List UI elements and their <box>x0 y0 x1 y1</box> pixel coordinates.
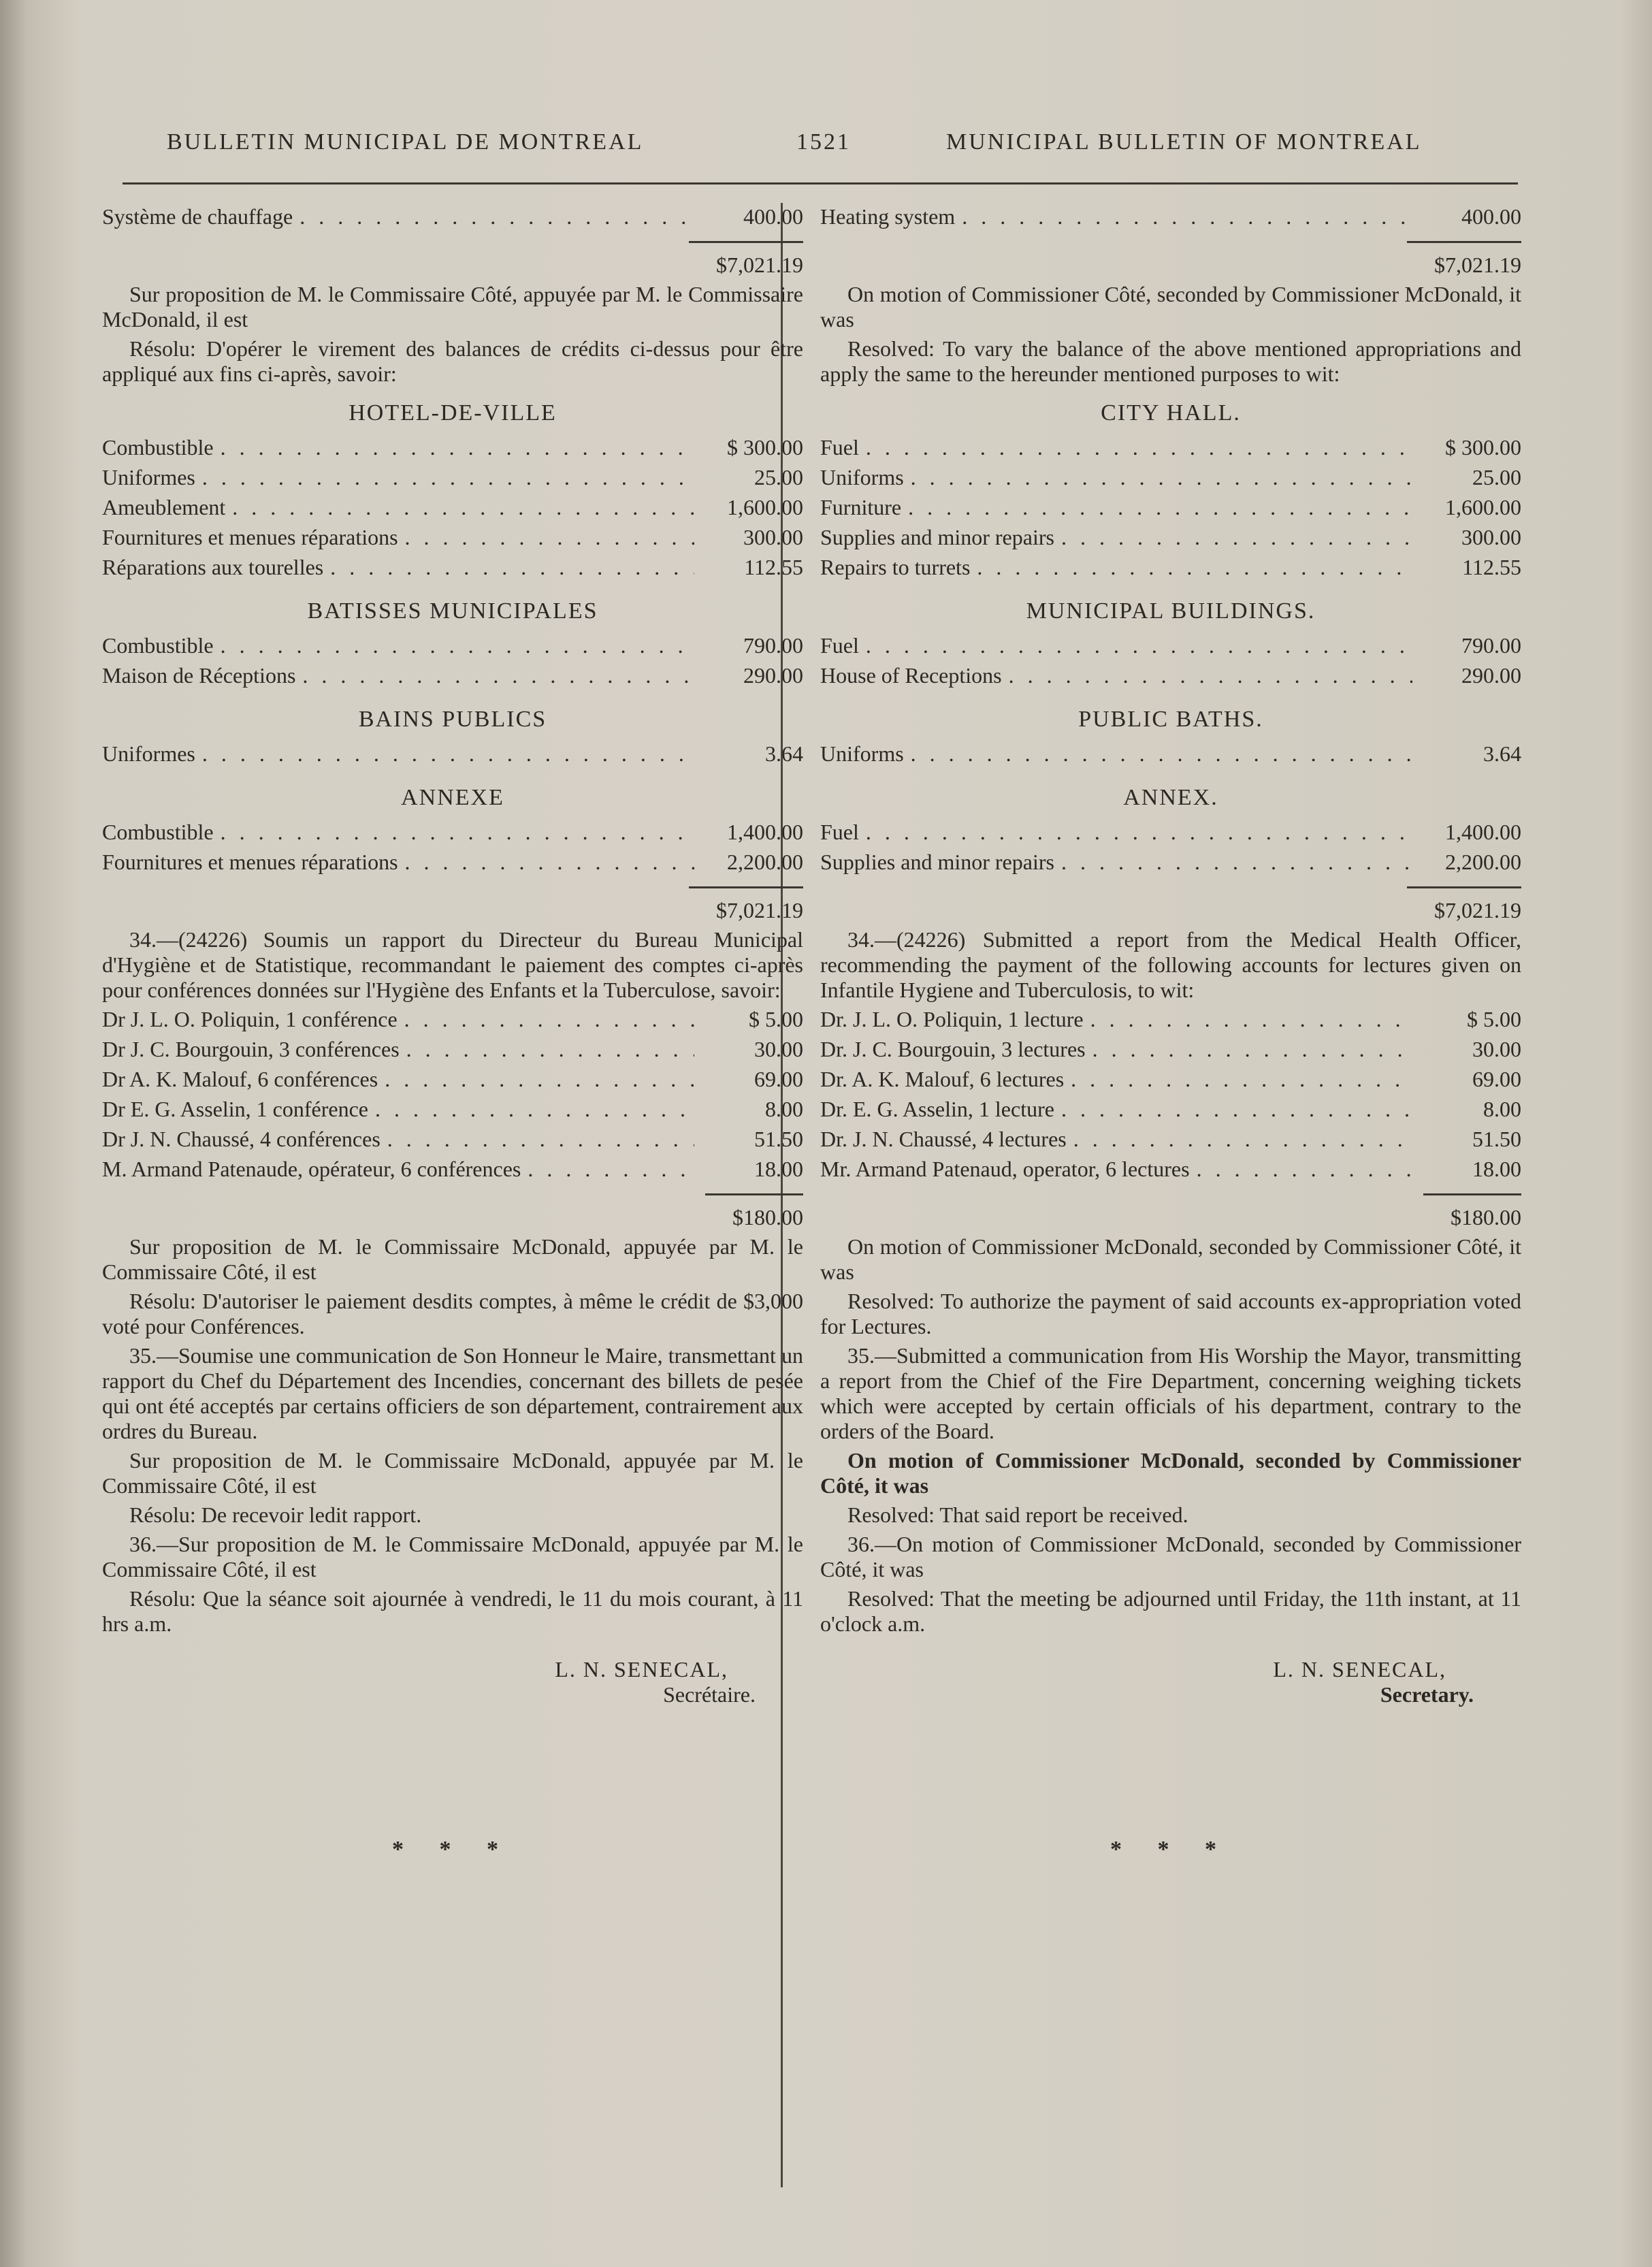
line-item <box>820 1127 1521 1157</box>
leader-dots <box>330 555 694 580</box>
leader-dots <box>1061 1097 1412 1122</box>
line-item-amount: 400.00 <box>1461 204 1521 229</box>
line-item-amount: $ 300.00 <box>727 435 803 460</box>
line-item <box>820 1067 1521 1097</box>
line-item <box>820 204 1521 234</box>
french-column <box>102 204 803 1862</box>
line-item-label: Uniforms <box>820 741 904 766</box>
line-item-amount: 2,200.00 <box>727 850 803 874</box>
item-36-paragraph: 36.—Sur proposition de M. le Commissaire McDonald, appuyée par M. le Commissaire Côté, il est <box>102 1532 803 1581</box>
line-item <box>102 1097 803 1127</box>
section-separator-stars: * * * <box>1110 1837 1231 1862</box>
line-item-amount: 2,200.00 <box>1445 850 1521 874</box>
line-item-label: Dr J. L. O. Poliquin, 1 conférence <box>102 1007 398 1031</box>
signature-name: L. N. SENECAL, <box>555 1657 728 1682</box>
line-item-label: Furniture <box>820 495 902 519</box>
line-item-label: Dr E. G. Asselin, 1 conférence <box>102 1097 368 1121</box>
line-item-label: Dr. J. L. O. Poliquin, 1 lecture <box>820 1007 1084 1031</box>
line-item-label: Supplies and minor repairs <box>820 525 1054 549</box>
total-amount: $180.00 <box>1423 1193 1521 1234</box>
line-item-amount: 8.00 <box>765 1097 803 1121</box>
leader-dots <box>528 1157 694 1182</box>
line-item-amount: 18.00 <box>1472 1157 1521 1181</box>
line-item-amount: 1,400.00 <box>1445 820 1521 844</box>
line-item-label: Fuel <box>820 633 859 658</box>
line-item <box>102 204 803 234</box>
line-item-amount: 30.00 <box>754 1037 803 1061</box>
line-item <box>102 1127 803 1157</box>
line-item <box>102 1037 803 1067</box>
leader-dots <box>866 820 1412 845</box>
section-separator-stars: * * * <box>392 1837 513 1862</box>
line-item <box>102 741 803 771</box>
line-item-label: Supplies and minor repairs <box>820 850 1054 874</box>
line-item-label: Fournitures et menues réparations <box>102 850 398 874</box>
leader-dots <box>221 435 694 460</box>
leader-dots <box>1197 1157 1412 1182</box>
line-item <box>820 495 1521 525</box>
section-heading: ANNEXE <box>401 785 504 810</box>
line-item-amount: 51.50 <box>1472 1127 1521 1151</box>
line-item-label: Fuel <box>820 820 859 844</box>
line-item <box>102 820 803 850</box>
leader-dots <box>911 465 1412 490</box>
line-item-label: Ameublement <box>102 495 226 519</box>
leader-dots <box>404 1007 694 1032</box>
leader-dots <box>405 525 694 550</box>
line-item-label: Uniformes <box>102 465 195 489</box>
line-item-amount: 3.64 <box>1483 741 1521 766</box>
line-item-label: Combustible <box>102 633 214 658</box>
resolution-paragraph: Résolu: Que la séance soit ajournée à vendredi, le 11 du mois courant, à 11 hrs a.m. <box>102 1586 803 1636</box>
leader-dots <box>908 495 1412 520</box>
leader-dots <box>221 820 694 845</box>
line-item-label: Dr. J. N. Chaussé, 4 lectures <box>820 1127 1067 1151</box>
item-36-paragraph: 36.—On motion of Commissioner McDonald, seconded by Commissioner Côté, it was <box>820 1532 1521 1581</box>
line-item <box>102 1007 803 1037</box>
line-item-amount: 8.00 <box>1483 1097 1521 1121</box>
line-item <box>820 525 1521 555</box>
leader-dots <box>1092 1037 1412 1062</box>
line-item-amount: 790.00 <box>1461 633 1521 658</box>
line-item-amount: 112.55 <box>744 555 803 579</box>
header-left: BULLETIN MUNICIPAL DE MONTREAL <box>167 129 644 155</box>
resolution-paragraph: Résolu: D'opérer le virement des balances de crédits ci-dessus pour être appliqué aux fins ci-après, savoir: <box>102 336 803 386</box>
line-item <box>820 633 1521 663</box>
resolution-paragraph: Résolu: De recevoir ledit rapport. <box>129 1502 422 1527</box>
line-item-label: Fuel <box>820 435 859 460</box>
line-item-amount: 1,600.00 <box>727 495 803 519</box>
english-column <box>820 204 1521 1862</box>
line-item-amount: 30.00 <box>1472 1037 1521 1061</box>
line-item <box>102 465 803 495</box>
line-item-label: Repairs to turrets <box>820 555 971 579</box>
resolution-paragraph: Resolved: To vary the balance of the above mentioned appropriations and apply the same to the hereunder mentioned purposes to wit: <box>820 336 1521 386</box>
leader-dots <box>1073 1127 1412 1152</box>
line-item-label: Combustible <box>102 820 214 844</box>
line-item-amount: $ 5.00 <box>1467 1007 1521 1031</box>
line-item-label: Uniformes <box>102 741 195 766</box>
line-item <box>102 555 803 585</box>
line-item-label: Mr. Armand Patenaud, operator, 6 lectures <box>820 1157 1190 1181</box>
leader-dots <box>406 1037 694 1062</box>
line-item <box>102 633 803 663</box>
resolution-paragraph: Resolved: That said report be received. <box>847 1502 1188 1527</box>
line-item <box>102 1157 803 1187</box>
leader-dots <box>232 495 694 520</box>
line-item <box>820 465 1521 495</box>
line-item-amount: 290.00 <box>743 663 803 688</box>
leader-dots <box>1061 850 1412 875</box>
leader-dots <box>385 1067 694 1092</box>
item-34-paragraph: 34.—(24226) Soumis un rapport du Directeur du Bureau Municipal d'Hygiène et de Statistique, recommandant le paiement des comptes ci-après pour conférences données sur l'Hygiène des Enfants et la Tuberculose, savoir: <box>102 927 803 1002</box>
signature-title: Secrétaire. <box>663 1682 756 1707</box>
item-34-paragraph: 34.—(24226) Submitted a report from the Medical Health Officer, recommending the payment of the following accounts for lectures given on Infantile Hygiene and Tuberculosis, to wit: <box>820 927 1521 1002</box>
section-heading: ANNEX. <box>1123 785 1218 810</box>
section-heading: MUNICIPAL BUILDINGS. <box>1026 598 1316 624</box>
line-item <box>820 820 1521 850</box>
motion-paragraph: Sur proposition de M. le Commissaire Côté, appuyée par M. le Commissaire McDonald, il est <box>102 282 803 332</box>
line-item <box>820 1097 1521 1127</box>
leader-dots <box>302 663 694 688</box>
line-item-label: M. Armand Patenaude, opérateur, 6 conférences <box>102 1157 521 1181</box>
leader-dots <box>977 555 1412 580</box>
leader-dots <box>1090 1007 1412 1032</box>
line-item-amount: 400.00 <box>743 204 803 229</box>
line-item-label: Heating system <box>820 204 956 229</box>
line-item <box>820 663 1521 693</box>
line-item-amount: 69.00 <box>1472 1067 1521 1091</box>
line-item <box>102 525 803 555</box>
line-item-label: Réparations aux tourelles <box>102 555 324 579</box>
line-item-amount: 300.00 <box>1461 525 1521 549</box>
leader-dots <box>405 850 694 875</box>
total-amount: $7,021.19 <box>689 886 803 927</box>
line-item <box>820 435 1521 465</box>
line-item-label: Fournitures et menues réparations <box>102 525 398 549</box>
motion-paragraph: On motion of Commissioner Côté, seconded by Commissioner McDonald, it was <box>820 282 1521 332</box>
line-item-amount: $ 300.00 <box>1445 435 1521 460</box>
line-item-amount: 790.00 <box>743 633 803 658</box>
line-item-amount: 18.00 <box>754 1157 803 1181</box>
section-heading: PUBLIC BATHS. <box>1078 707 1263 732</box>
header-right: MUNICIPAL BULLETIN OF MONTREAL <box>946 129 1422 155</box>
line-item-amount: 25.00 <box>1472 465 1521 489</box>
line-item-amount: 300.00 <box>743 525 803 549</box>
line-item-amount: 3.64 <box>765 741 803 766</box>
signature-title: Secretary. <box>1380 1682 1474 1707</box>
leader-dots <box>299 204 694 229</box>
line-item-label: House of Receptions <box>820 663 1002 688</box>
resolution-paragraph: Résolu: D'autoriser le paiement desdits comptes, à même le crédit de $3,000 voté pour Conférences. <box>102 1289 803 1338</box>
total-line <box>102 886 803 927</box>
line-item-amount: 51.50 <box>754 1127 803 1151</box>
item-35-paragraph: 35.—Soumise une communication de Son Honneur le Maire, transmettant un rapport du Chef du Département des Incendies, concernant des billets de pesée qui ont été acceptés par certains officiers de son département, contrairement aux ordres du Bureau. <box>102 1343 803 1443</box>
section-heading: CITY HALL. <box>1101 400 1241 425</box>
line-item <box>102 435 803 465</box>
line-item-label: Dr J. C. Bourgouin, 3 conférences <box>102 1037 400 1061</box>
leader-dots <box>1071 1067 1412 1092</box>
section-heading: HOTEL-DE-VILLE <box>349 400 557 425</box>
line-item <box>102 850 803 880</box>
section-heading: BATISSES MUNICIPALES <box>307 598 598 624</box>
total-line <box>820 241 1521 282</box>
line-item <box>820 1007 1521 1037</box>
line-item-label: Dr A. K. Malouf, 6 conférences <box>102 1067 378 1091</box>
line-item-label: Dr. J. C. Bourgouin, 3 lectures <box>820 1037 1086 1061</box>
total-amount: $180.00 <box>705 1193 803 1234</box>
leader-dots <box>866 633 1412 658</box>
total-amount: $7,021.19 <box>689 241 803 282</box>
line-item-label: Combustible <box>102 435 214 460</box>
leader-dots <box>1009 663 1412 688</box>
total-line <box>102 1193 803 1234</box>
total-line <box>820 1193 1521 1234</box>
line-item <box>820 741 1521 771</box>
motion-paragraph: On motion of Commissioner McDonald, seconded by Commissioner Côté, it was <box>820 1448 1521 1498</box>
signature-name: L. N. SENECAL, <box>1273 1657 1446 1682</box>
line-item-amount: 112.55 <box>1462 555 1521 579</box>
motion-paragraph: On motion of Commissioner McDonald, seconded by Commissioner Côté, it was <box>820 1234 1521 1284</box>
leader-dots <box>911 741 1412 767</box>
page-number: 1521 <box>796 129 851 155</box>
leader-dots <box>202 465 694 490</box>
line-item-label: Maison de Réceptions <box>102 663 296 688</box>
leader-dots <box>962 204 1412 229</box>
leader-dots <box>866 435 1412 460</box>
total-amount: $7,021.19 <box>1407 241 1521 282</box>
total-line <box>102 241 803 282</box>
line-item-label: Dr J. N. Chaussé, 4 conférences <box>102 1127 380 1151</box>
line-item-amount: 290.00 <box>1461 663 1521 688</box>
line-item <box>102 495 803 525</box>
line-item-label: Dr. A. K. Malouf, 6 lectures <box>820 1067 1065 1091</box>
motion-paragraph: Sur proposition de M. le Commissaire McDonald, appuyée par M. le Commissaire Côté, il est <box>102 1234 803 1284</box>
line-item-amount: 1,400.00 <box>727 820 803 844</box>
line-item-amount: $ 5.00 <box>749 1007 803 1031</box>
line-item-amount: 69.00 <box>754 1067 803 1091</box>
line-item-amount: 25.00 <box>754 465 803 489</box>
line-item <box>820 555 1521 585</box>
line-item <box>820 1157 1521 1187</box>
section-heading: BAINS PUBLICS <box>358 707 547 732</box>
leader-dots <box>387 1127 694 1152</box>
line-item-label: Uniforms <box>820 465 904 489</box>
line-item-label: Système de chauffage <box>102 204 293 229</box>
leader-dots <box>221 633 694 658</box>
resolution-paragraph: Resolved: To authorize the payment of said accounts ex-appropriation voted for Lectures. <box>820 1289 1521 1338</box>
line-item <box>102 663 803 693</box>
resolution-paragraph: Resolved: That the meeting be adjourned until Friday, the 11th instant, at 11 o'clock a.m. <box>820 1586 1521 1636</box>
header-rule <box>123 182 1518 184</box>
motion-paragraph: Sur proposition de M. le Commissaire McDonald, appuyée par M. le Commissaire Côté, il est <box>102 1448 803 1498</box>
line-item-label: Dr. E. G. Asselin, 1 lecture <box>820 1097 1054 1121</box>
total-amount: $7,021.19 <box>1407 886 1521 927</box>
line-item <box>820 850 1521 880</box>
line-item-amount: 1,600.00 <box>1445 495 1521 519</box>
leader-dots <box>375 1097 694 1122</box>
line-item <box>102 1067 803 1097</box>
line-item <box>820 1037 1521 1067</box>
total-line <box>820 886 1521 927</box>
leader-dots <box>202 741 694 767</box>
leader-dots <box>1061 525 1412 550</box>
item-35-paragraph: 35.—Submitted a communication from His Worship the Mayor, transmitting a report from the Chief of the Fire Department, concerning weighing tickets which were accepted by certain officials of his department, contrary to the orders of the Board. <box>820 1343 1521 1443</box>
